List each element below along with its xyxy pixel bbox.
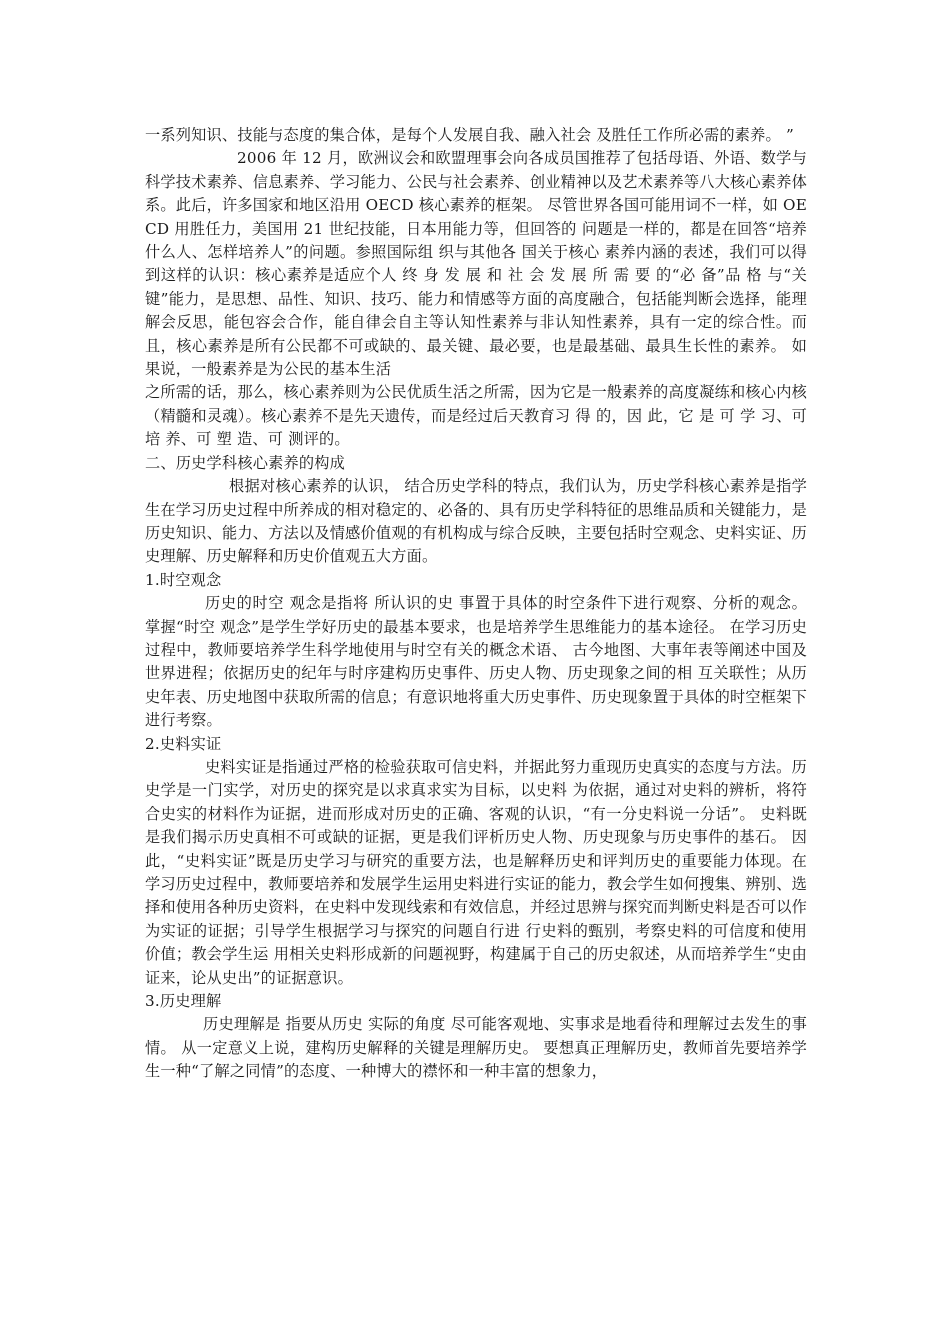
paragraph-continuation: 一系列知识、技能与态度的集合体，是每个人发展自我、融入社会 及胜任工作所必需的素养。 ” [145,126,794,144]
document-body [145,124,807,1084]
subheading-time-space: 1.时空观念 [145,570,222,589]
paragraph-history-core-literacy: 根据对核心素养的认识， 结合历史学科的特点，我们认为，历史学科核心素养是指学生在学习历史过程中所养成的相对稳定的、必备的、具有历史学科特征的思维品质和关键能力，是历史知识、能力、方法以及情感价值观的有机构成与综合反映，主要包括时空观念、史料实证、历史理解、历史解释和历史价值观五大方面。 [145,477,807,566]
paragraph-evidence: 史料实证是指通过严格的检验获取可信史料，并据此努力重现历史真实的态度与方法。历史学是一门实学，对历史的探究是以求真求实为目标，以史料 为依据，通过对史料的辨析，将符合史实的材料作为证据，进而形成对历史的正确、客观的认识，“有一分史料说一分话”。 史料既是我们揭示历史真相不可或缺的证据，更是我们评析历史人物、历史现象与历史事件的基石。 因此，“史料实证”既是历史学习与研究的重要方法，也是解释历史和评判历史的重要能力体现。在学习历史过程中，教师要培养和发展学生运用史料进行实证的能力，教会学生如何搜集、辨别、选择和使用各种历史资料，在史料中发现线索和有效信息，并经过思辨与探究而判断史料是否可以作为实证的证据；引导学生根据学习与探究的问题自行进 行史料的甄别，考察史料的可信度和使用价值；教会学生运 用相关史料形成新的问题视野，构建属于自己的历史叙述，从而培养学生“史由证来，论从史出”的证据意识。 [145,757,807,987]
section-heading-composition: 二、历史学科核心素养的构成 [145,453,346,472]
paragraph-time-space: 历史的时空 观念是指将 所认识的史 事置于具体的时空条件下进行观察、分析的观念。 掌握“时空 观念”是学生学好历史的最基本要求，也是培养学生思维能力的基本途径。 在学习历史过程中，教师要培养学生科学地使用与时空有关的概念术语、 古今地图、大事年表等阐述中国及世界进程；依据历史的纪年与时序建构历史事件、历史人物、历史现象之间的相 互关联性；从历史年表、历史地图中获取所需的信息；有意识地将重大历史事件、历史现象置于具体的时空框架下进行考察。 [145,594,807,730]
subheading-evidence: 2.史料实证 [145,734,222,753]
paragraph-2006-recommendation: 2006 年 12 月，欧洲议会和欧盟理事会向各成员国推荐了包括母语、外语、数学与科学技术素养、信息素养、学习能力、公民与社会素养、创业精神以及艺术素养等八大核心素养体系。此后，许多国家和地区沿用 OECD 核心素养的框架。 尽管世界各国可能用词不一样，如 OECD 用胜任力，美国用 21 世纪技能，日本用能力等，但回答的 问题是一样的，都是在回答“培养什么人、怎样培养人”的问题。参照国际组 织与其他各 国关于核心 素养内涵的表述，我们可以得到这样的认识：核心素养是适应个人 终 身 发 展 和 社 会 发 展 所 需 要 的“必 备”品 格 与“关键”能力，是思想、品性、知识、技巧、能力和情感等方面的高度融合，包括能判断会选择，能理解会反思，能包容会合作，能自律会自主等认知性素养与非认知性素养，具有一定的综合性。而且，核心素养是所有公民都不可或缺的、最关键、最必要，也是最基础、最具生长性的素养。 如果说，一般素养是为公民的基本生活 [145,149,807,379]
subheading-understanding: 3.历史理解 [145,992,222,1011]
paragraph-core-literacy-summary: 之所需的话，那么，核心素养则为公民优质生活之所需，因为它是一般素养的高度凝练和核心内核（精髓和灵魂）。核心素养不是先天遗传，而是经过后天教育习 得 的，因 此，它 是 可 学 习、可 培 养、可 塑 造、可 测评的。 [145,383,807,449]
paragraph-understanding: 历史理解是 指要从历史 实际的角度 尽可能客观地、实事求是地看待和理解过去发生的事情。 从一定意义上说，建构历史解释的关键是理解历史。 要想真正理解历史，教师首先要培养学生一种“了解之同情”的态度、一种博大的襟怀和一种丰富的想象力， [145,1015,807,1081]
